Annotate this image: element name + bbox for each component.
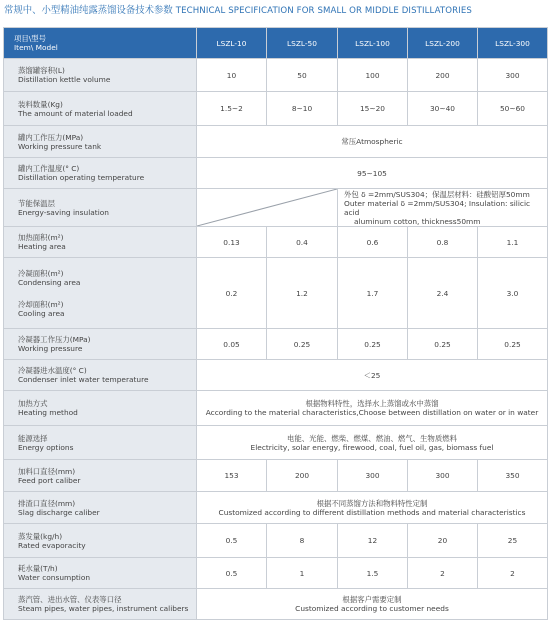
row-label: 蒸发量(kg/h) Rated evaporacity [4, 524, 197, 558]
table-cell: 根据物料特性，选择水上蒸馏或水中蒸馏 According to the material characteristics,Choose between distillation on water or in water [197, 391, 548, 426]
header-row [4, 28, 548, 59]
table-cell: 0.13 [197, 227, 267, 258]
table-row [4, 558, 548, 589]
table-cell: 350 [478, 460, 548, 492]
table-cell: 0.8 [408, 227, 478, 258]
table-cell: 50~60 [478, 92, 548, 126]
table-cell: 95~105 [197, 158, 548, 189]
row-label: 冷凝面积(m²) Condensing area 冷却面积(m²) Cooling area [4, 258, 197, 329]
table-cell: 2 [408, 558, 478, 589]
table-cell: 根据不同蒸馏方法和物料特性定制 Customized according to different distillation methods and material characteristics [197, 492, 548, 524]
table-cell: 1.1 [478, 227, 548, 258]
row-label: 耗水量(T/h) Water consumption [4, 558, 197, 589]
table-cell: 200 [408, 59, 478, 92]
table-cell: 1.2 [267, 258, 338, 329]
table-cell: 0.2 [197, 258, 267, 329]
row-label: 蒸馏罐容积(L) Distillation kettle volume [4, 59, 197, 92]
page-title [4, 3, 472, 19]
row-label: 加热方式 Heating method [4, 391, 197, 426]
table-cell: 2 [478, 558, 548, 589]
table-row [4, 589, 548, 620]
empty-diagonal-cell [197, 189, 338, 227]
table-cell: 8 [267, 524, 338, 558]
table-cell: 25 [478, 524, 548, 558]
table-cell: 外包 δ =2mm/SUS304；保温层材料：硅酸铝厚50mm Outer material δ =2mm/SUS304; Insulation: silicic acid aluminum cotton, thickness50mm [338, 189, 548, 227]
spec-table [3, 27, 548, 620]
row-label: 排渣口直径(mm) Slag discharge caliber [4, 492, 197, 524]
table-cell: 8~10 [267, 92, 338, 126]
table-cell: 15~20 [338, 92, 408, 126]
table-cell: 0.25 [338, 329, 408, 360]
table-cell: 0.5 [197, 558, 267, 589]
table-cell: 0.4 [267, 227, 338, 258]
table-cell: 0.25 [408, 329, 478, 360]
table-cell: 电能、光能、燃柴、燃煤、燃油、燃气、生物质燃料 Electricity, solar energy, firewood, coal, fuel oil, gas, biomass fuel [197, 426, 548, 460]
table-cell: 153 [197, 460, 267, 492]
table-cell: 0.25 [478, 329, 548, 360]
model-header: LSZL-200 [408, 28, 478, 59]
model-header: LSZL-300 [478, 28, 548, 59]
table-cell: ＜25 [197, 360, 548, 391]
table-cell: 1 [267, 558, 338, 589]
table-row [4, 126, 548, 158]
table-row [4, 426, 548, 460]
table-cell: 常压Atmospheric [197, 126, 548, 158]
table-row [4, 391, 548, 426]
table-cell: 1.7 [338, 258, 408, 329]
table-row [4, 189, 548, 227]
table-row [4, 258, 548, 329]
table-cell: 0.6 [338, 227, 408, 258]
table-row [4, 329, 548, 360]
row-label: 能源选择 Energy options [4, 426, 197, 460]
row-label: 冷凝器工作压力(MPa) Working pressure [4, 329, 197, 360]
row-label: 蒸汽管、进出水管、仪表等口径 Steam pipes, water pipes, instrument calibers [4, 589, 197, 620]
table-cell: 50 [267, 59, 338, 92]
table-cell: 20 [408, 524, 478, 558]
table-row [4, 59, 548, 92]
table-cell: 12 [338, 524, 408, 558]
table-cell: 0.25 [267, 329, 338, 360]
diagonal-line [197, 189, 337, 226]
model-header: LSZL-10 [197, 28, 267, 59]
table-row [4, 524, 548, 558]
table-cell: 2.4 [408, 258, 478, 329]
model-header: LSZL-100 [338, 28, 408, 59]
table-cell: 1.5 [338, 558, 408, 589]
table-cell: 10 [197, 59, 267, 92]
row-label: 冷凝器进水温度(° C) Condenser inlet water temperature [4, 360, 197, 391]
table-cell: 100 [338, 59, 408, 92]
title-cn: 常规中、小型精油纯露蒸馏设备技术参数 [4, 5, 173, 16]
header-item-model: 项目\型号 Item\ Model [4, 28, 197, 59]
row-label: 装料数量(Kg) The amount of material loaded [4, 92, 197, 126]
row-label: 罐内工作压力(MPa) Working pressure tank [4, 126, 197, 158]
row-label: 加热面积(m²) Heating area [4, 227, 197, 258]
row-label: 罐内工作温度(° C) Distillation operating temperature [4, 158, 197, 189]
row-label: 加料口直径(mm) Feed port caliber [4, 460, 197, 492]
table-row [4, 92, 548, 126]
table-cell: 3.0 [478, 258, 548, 329]
table-row [4, 227, 548, 258]
table-cell: 300 [478, 59, 548, 92]
table-row [4, 360, 548, 391]
table-cell: 300 [338, 460, 408, 492]
table-cell: 200 [267, 460, 338, 492]
table-cell: 根据客户需要定制 Customized according to customer needs [197, 589, 548, 620]
table-row [4, 492, 548, 524]
table-row [4, 460, 548, 492]
table-cell: 0.5 [197, 524, 267, 558]
table-cell: 30~40 [408, 92, 478, 126]
table-cell: 1.5~2 [197, 92, 267, 126]
table-cell: 300 [408, 460, 478, 492]
title-en: TECHNICAL SPECIFICATION FOR SMALL OR MIDDLE DISTILLATORIES [175, 6, 472, 16]
model-header: LSZL-50 [267, 28, 338, 59]
table-cell: 0.05 [197, 329, 267, 360]
row-label: 节能保温层 Energy-saving insulation [4, 189, 197, 227]
table-row [4, 158, 548, 189]
